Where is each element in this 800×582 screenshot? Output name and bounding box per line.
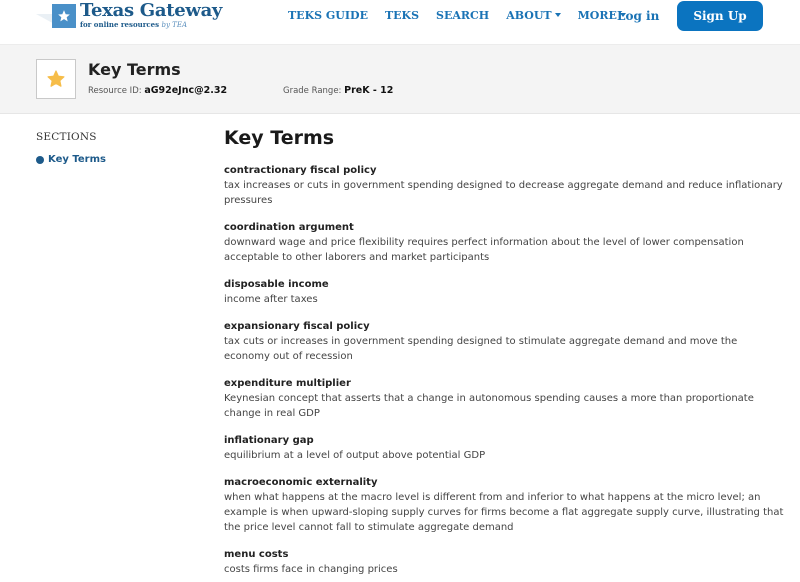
logo-subtitle: for online resources by TEA [80,20,187,29]
nav-search[interactable]: SEARCH [436,9,490,22]
page-title: Key Terms [224,127,335,149]
top-navigation [0,0,800,36]
term-definition: downward wage and price flexibility requires perfect information about the level of lower compensation acceptable to other laborers and market participants [224,237,744,263]
main-content [224,126,784,582]
term-item [224,476,784,535]
term-item [224,164,784,208]
main-nav [288,8,643,24]
nav-teks[interactable]: TEKS [384,9,420,22]
term-definition: Keynesian concept that asserts that a change in autonomous spending causes a more than proportionate change in real GDP [224,393,754,419]
nav-more[interactable]: MORE [578,8,626,24]
sidebar-item-key-terms[interactable] [36,154,206,166]
resource-header [0,44,800,114]
term-name: contractionary fiscal policy [224,165,377,176]
term-definition: equilibrium at a level of output above potential GDP [224,450,486,461]
active-bullet-icon [36,156,44,164]
sign-up-button[interactable]: Sign Up [677,1,763,31]
term-name: menu costs [224,549,289,560]
logo-title: Texas Gateway [80,0,223,21]
logo-star-icon [52,4,76,28]
term-definition: tax increases or cuts in government spending designed to decrease aggregate demand and reduce inflationary pressures [224,180,783,206]
term-definition: income after taxes [224,294,318,305]
sections-sidebar [36,130,206,166]
term-definition: tax cuts or increases in government spending designed to stimulate aggregate demand and move the economy out of recession [224,336,738,362]
nav-about[interactable]: ABOUT [506,8,560,24]
grade-range: Grade Range: PreK - 12 [283,85,394,96]
term-definition: costs firms face in changing prices [224,564,398,575]
term-name: coordination argument [224,222,354,233]
resource-id: Resource ID: aG92eJnc@2.32 [88,85,228,96]
term-item [224,221,784,265]
term-name: macroeconomic externality [224,477,378,488]
term-definition: when what happens at the macro level is different from and inferior to what happens at the micro level; an example is when upward-sloping supply curves for firms become a flat aggregate supply curve, illustrating that the price level cannot fall to stimulate aggregate demand [224,492,784,533]
term-item [224,434,784,463]
term-name: inflationary gap [224,435,314,446]
term-item [224,548,784,577]
term-item [224,320,784,364]
term-item [224,377,784,421]
login-link[interactable]: Log in [617,9,660,23]
nav-teks-guide[interactable]: TEKS GUIDE [288,9,368,22]
sidebar-item-label: Key Terms [48,154,106,165]
chevron-down-icon [555,13,561,17]
term-item [224,278,784,307]
term-name: expansionary fiscal policy [224,321,370,332]
sections-heading: SECTIONS [36,131,97,143]
resource-title: Key Terms [88,60,181,79]
term-name: disposable income [224,279,329,290]
favorite-star-icon[interactable] [36,59,76,99]
term-name: expenditure multiplier [224,378,351,389]
